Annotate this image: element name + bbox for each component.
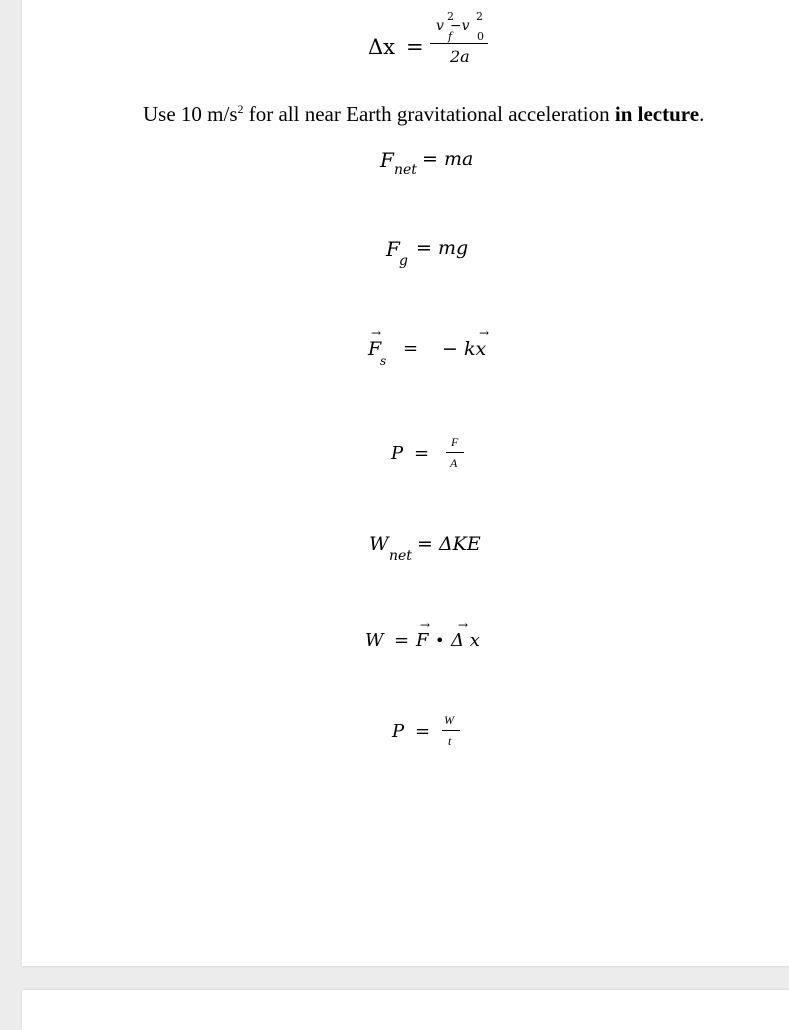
eq-lhs: P bbox=[392, 721, 405, 742]
statement-exponent: 2 bbox=[237, 102, 244, 116]
document-page bbox=[22, 0, 789, 966]
eq-equals: = bbox=[406, 35, 424, 59]
num-v: v bbox=[436, 18, 444, 34]
num-minus: − bbox=[449, 18, 462, 34]
statement-bold: in lecture bbox=[614, 102, 700, 126]
eq-equals: = bbox=[394, 630, 410, 651]
statement-suffix: . bbox=[699, 102, 705, 126]
vector-arrow-icon: → bbox=[458, 618, 469, 632]
eq-lhs: Δx bbox=[368, 35, 396, 59]
eq-rhs: = ma bbox=[422, 148, 474, 170]
equation-work-energy bbox=[369, 533, 499, 573]
equation-spring bbox=[368, 326, 498, 371]
eq-rhs: = ΔKE bbox=[417, 533, 481, 555]
denominator: t bbox=[448, 734, 452, 748]
equation-work bbox=[365, 618, 495, 658]
eq-lhs: P bbox=[391, 443, 404, 464]
num-v2: v bbox=[461, 18, 470, 34]
dot-product-icon: • bbox=[435, 631, 445, 650]
eq-force: F bbox=[416, 630, 429, 651]
vector-arrow-icon: → bbox=[479, 326, 490, 340]
vector-arrow-icon: → bbox=[420, 618, 431, 632]
eq-sub: s bbox=[380, 354, 387, 368]
eq-lhs: F bbox=[380, 148, 394, 172]
eq-equals: = bbox=[414, 443, 430, 464]
equation-power bbox=[392, 713, 472, 758]
eq-equals: = bbox=[403, 338, 419, 359]
eq-lhs: F bbox=[368, 338, 382, 360]
eq-displacement: Δ x bbox=[451, 630, 480, 651]
eq-rhs: − kx bbox=[442, 338, 487, 360]
numerator: F bbox=[451, 435, 459, 449]
num-sup1: 2 bbox=[447, 10, 454, 23]
equation-newton bbox=[380, 148, 490, 188]
fraction-bar bbox=[442, 730, 460, 731]
num-sup2: 2 bbox=[476, 10, 483, 23]
equation-pressure bbox=[391, 435, 471, 480]
eq-sub: net bbox=[389, 548, 412, 564]
next-document-page bbox=[22, 990, 789, 1030]
fraction-bar bbox=[446, 452, 464, 453]
equation-kinematics bbox=[368, 10, 498, 70]
equation-gravity bbox=[386, 237, 486, 277]
denominator: A bbox=[450, 456, 458, 470]
eq-sub: net bbox=[394, 162, 417, 178]
vector-arrow-icon: → bbox=[371, 326, 382, 340]
gravity-statement bbox=[143, 102, 704, 127]
denominator: 2a bbox=[450, 47, 470, 66]
eq-lhs: W bbox=[365, 630, 384, 651]
statement-middle: for all near Earth gravitational acceleration bbox=[243, 102, 615, 126]
eq-lhs: W bbox=[369, 533, 389, 555]
eq-lhs: F bbox=[386, 237, 400, 261]
numerator: W bbox=[444, 713, 454, 727]
statement-prefix: Use 10 m/s bbox=[143, 102, 238, 126]
num-sub2: 0 bbox=[477, 30, 484, 43]
eq-equals: = bbox=[415, 721, 431, 742]
fraction-bar bbox=[430, 43, 488, 44]
eq-rhs: = mg bbox=[416, 237, 469, 259]
eq-sub: g bbox=[399, 253, 408, 269]
num-sub1: f bbox=[448, 30, 453, 43]
